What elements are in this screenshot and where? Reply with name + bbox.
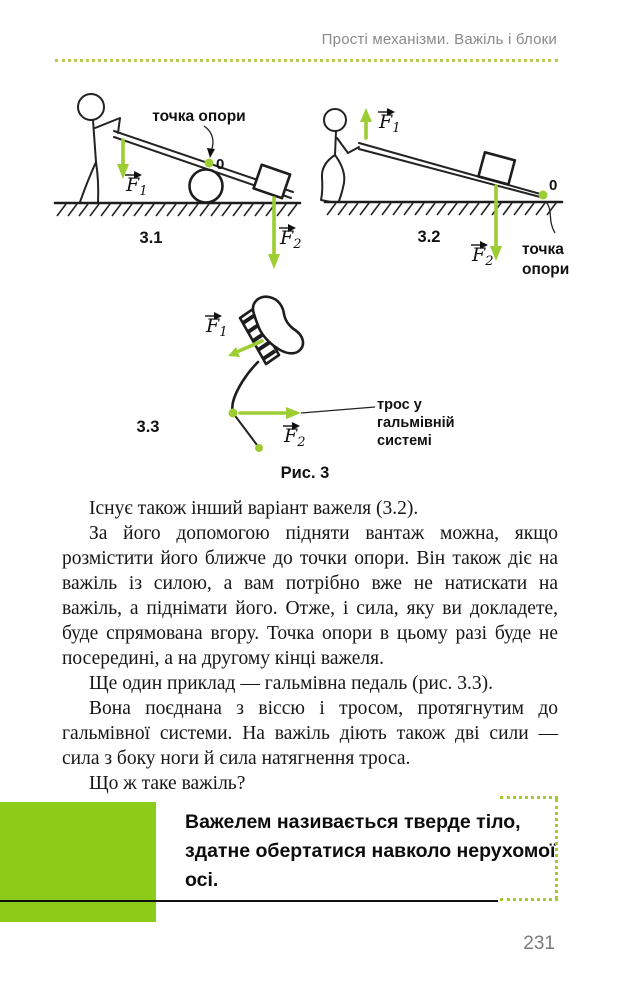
figure-caption: Рис. 3 bbox=[280, 464, 330, 482]
f2-vector-label bbox=[279, 224, 301, 252]
figure-3-3 bbox=[137, 297, 375, 452]
f1-vector-label bbox=[205, 312, 227, 340]
definition-callout-text: Важелем називається тверде тіло, здатне обертатися навколо нерухомої осі. bbox=[185, 811, 556, 891]
pivot-dot bbox=[205, 159, 214, 168]
callout-dotted-border-bottom bbox=[500, 898, 558, 901]
paragraph-4: Вона поєднана з віссю і тросом, протягнутим до гальмівної системи. На важіль діють також дві сили — сила з боку ноги й сила натягнення троса. bbox=[62, 698, 558, 769]
force-f2-arrow bbox=[490, 186, 502, 261]
force-f2-arrow bbox=[268, 198, 280, 269]
ground bbox=[55, 203, 300, 216]
force-f1-arrow bbox=[360, 108, 372, 138]
pivot-zero-label: 0 bbox=[549, 177, 558, 194]
paragraph-2: За його допомогою підняти вантаж можна, якщо розмістити його ближче до точки опори. Він також діє на важіль із силою, а вам потрібно вже не натискати на важіль, а піднімати його. Отже, і сила, яку ви докладете, буде спрямована вгору. Точка опори в цьому разі буде не посередині, а на другому кінці важеля. bbox=[62, 523, 558, 669]
svg-text:F1: $F_1$ bbox=[379, 111, 401, 136]
fig32-fulcrum-label: точка опори bbox=[522, 241, 570, 278]
callout-dotted-border-right bbox=[555, 799, 558, 899]
link-end-dot bbox=[255, 444, 263, 452]
pivot-zero-label: 0 bbox=[216, 156, 225, 173]
paragraph-5: Що ж таке важіль? bbox=[89, 773, 246, 794]
svg-text:F2: $F_2$ bbox=[284, 425, 306, 450]
brake-cable-label: трос у гальмівній системі bbox=[377, 397, 455, 449]
figure-3-1 bbox=[55, 94, 301, 269]
figure-number: 3.2 bbox=[417, 228, 441, 246]
pivot-dot bbox=[539, 191, 548, 200]
page-number: 231 bbox=[523, 933, 555, 954]
person-lifting-sketch bbox=[321, 109, 359, 202]
fulcrum-roller bbox=[190, 170, 223, 203]
pedal-arm bbox=[232, 362, 258, 412]
callout-bottom-rule bbox=[0, 900, 498, 902]
running-head: Прості механізми. Важіль і блоки bbox=[321, 31, 557, 48]
figure-number: 3.3 bbox=[136, 418, 160, 436]
body-text bbox=[62, 496, 558, 796]
brake-cable-line bbox=[301, 407, 375, 413]
ground bbox=[325, 202, 562, 215]
f1-vector-label bbox=[125, 171, 147, 199]
force-f2-arrow bbox=[240, 407, 301, 419]
svg-text:F2: $F_2$ bbox=[280, 227, 302, 252]
person-pressing-sketch bbox=[78, 94, 120, 202]
callout-dotted-border-top bbox=[500, 796, 558, 799]
ground-hatching bbox=[327, 203, 556, 215]
ground-hatching bbox=[57, 204, 297, 216]
svg-text:F1: $F_1$ bbox=[126, 174, 148, 199]
f2-vector-label bbox=[471, 241, 493, 269]
fulcrum-label: точка опори bbox=[152, 108, 246, 125]
lever-beam bbox=[359, 143, 544, 198]
figure-number: 3.1 bbox=[139, 229, 163, 247]
lower-link bbox=[236, 417, 257, 445]
pointer-arrow bbox=[204, 126, 215, 158]
f2-vector-label bbox=[283, 422, 305, 450]
load-box bbox=[478, 152, 514, 184]
svg-text:F1: $F_1$ bbox=[206, 315, 228, 340]
load-box bbox=[254, 165, 291, 198]
paragraph-1: Існує також інший варіант важеля (3.2). bbox=[89, 498, 419, 519]
svg-text:F2: $F_2$ bbox=[472, 244, 494, 269]
callout-green-block bbox=[0, 802, 156, 922]
paragraph-3: Ще один приклад — гальмівна педаль (рис. 3.3). bbox=[89, 673, 493, 694]
f1-vector-label bbox=[378, 108, 400, 136]
